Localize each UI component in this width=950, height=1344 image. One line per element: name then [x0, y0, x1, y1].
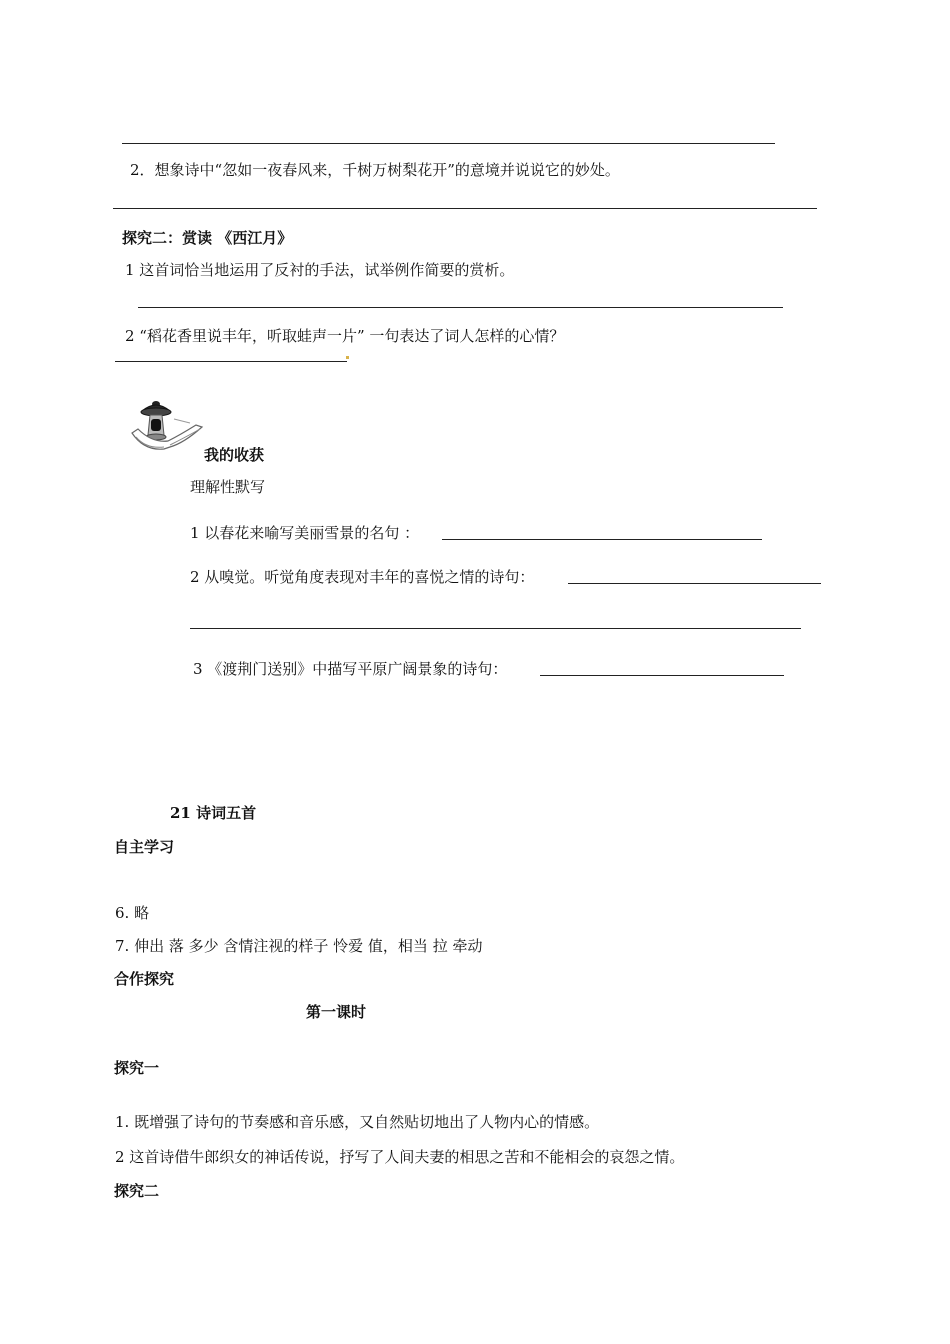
answers-title: 21 诗词五首 [170, 804, 257, 822]
harvest-subtitle: 理解性默写 [190, 478, 266, 496]
section-heading-coop: 合作探究 [114, 970, 175, 988]
harvest-title: 我的收获 [204, 446, 265, 464]
dictation-item-3: 3 《渡荆门送别》中描写平原广阔景象的诗句： [193, 660, 508, 678]
mark [346, 356, 349, 359]
answer-line [115, 361, 347, 362]
answer-line [568, 583, 821, 584]
question-2: 2．想象诗中“忽如一夜春风来，千树万树梨花开”的意境并说说它的妙处。 [130, 161, 620, 179]
answer-line [138, 307, 783, 308]
lesson-title: 第一课时 [306, 1003, 367, 1021]
answer-item-7: 7. 伸出 落 多少 含情注视的样子 怜爱 值，相当 拉 牵动 [115, 937, 483, 955]
dictation-item-1: 1 以春花来喻写美丽雪景的名句 ： [190, 524, 420, 542]
question-2: 2 “稻花香里说丰年，听取蛙声一片” 一句表达了词人怎样的心情？ [125, 327, 565, 345]
section-heading-tanjiu1: 探究一 [114, 1059, 160, 1077]
answer-line [442, 539, 762, 540]
tanjiu1-answer-1: 1. 既增强了诗句的节奏感和音乐感，又自然贴切地出了人物内心的情感。 [115, 1113, 600, 1131]
tanjiu1-answer-2: 2 这首诗借牛郎织女的神话传说，抒写了人间夫妻的相思之苦和不能相会的哀怨之情。 [115, 1148, 685, 1166]
answer-line [190, 628, 801, 629]
section-heading-tanjiu2-answer: 探究二 [114, 1182, 160, 1200]
question-1: 1 这首词恰当地运用了反衬的手法，试举例作简要的赏析。 [125, 261, 515, 279]
section-heading-self-study: 自主学习 [114, 838, 175, 856]
answer-line [122, 143, 775, 144]
section-heading-tanjiu2: 探究二：赏读 《西江月》 [122, 229, 293, 247]
answer-item-6: 6. 略 [115, 904, 150, 922]
reading-lamp-icon [130, 397, 206, 459]
dictation-item-2: 2 从嗅觉。听觉角度表现对丰年的喜悦之情的诗句： [190, 568, 535, 586]
answer-line [113, 208, 817, 209]
answer-line [540, 675, 784, 676]
